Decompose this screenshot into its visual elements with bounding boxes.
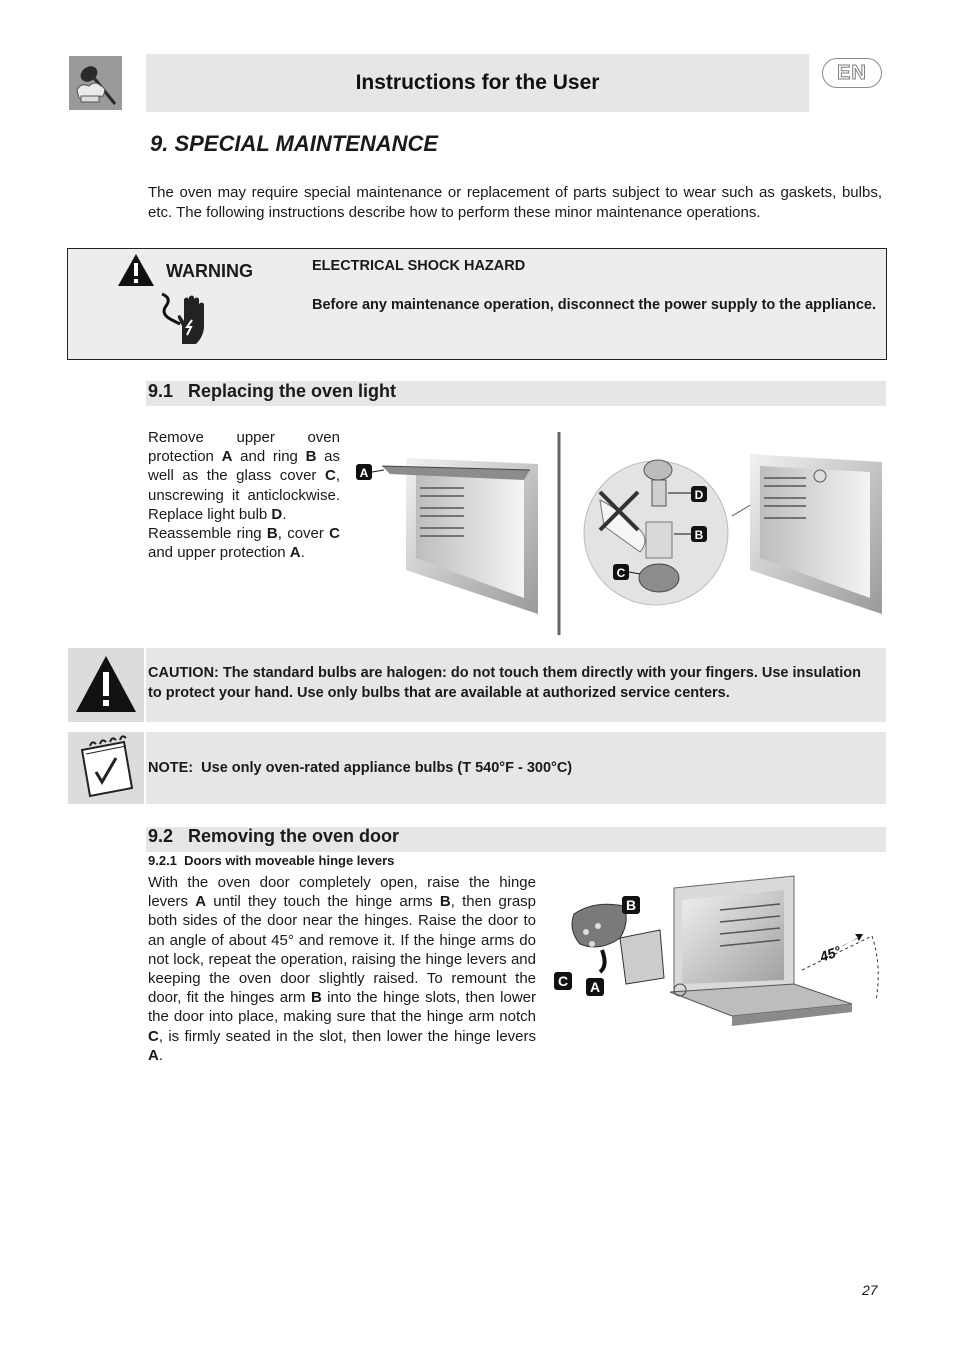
oven-cavity-left	[382, 458, 538, 614]
light-instructions	[148, 428, 340, 562]
language-badge: EN	[822, 58, 882, 88]
svg-text:A: A	[359, 466, 369, 480]
angle-label: 45°	[817, 942, 843, 965]
header-bar	[146, 54, 809, 112]
notepad-check-icon	[68, 732, 144, 804]
warning-label: WARNING	[166, 261, 253, 281]
page-number: 27	[862, 1282, 878, 1298]
light-paragraph-reassemble: Reassemble ring B, cover C and upper protection A.	[148, 525, 340, 562]
caution-icon-box	[68, 648, 144, 722]
label-C-door	[554, 972, 572, 990]
caution-triangle-icon	[68, 648, 144, 722]
subsubsection-heading	[148, 853, 394, 868]
label-B-door	[622, 896, 640, 914]
door-instructions: With the oven door completely open, raise the hinge levers A until they touch the hinge arms B, then grasp both sides of the door near the hinges. Raise the door to an angle of about 45° and remove it. If the hinge arms do not lock, repeat the operation, raising the hinge levers and keeping the oven door slightly raised. To remount the door, fit the hinges arm B into the hinge slots, then lower the door into place, making sure that the hinge arm notch C, is firmly seated in the slot, then lower the hinge levers A.	[148, 874, 537, 1064]
subsubsection-title: Doors with moveable hinge levers	[184, 853, 395, 868]
warning-text: Before any maintenance operation, disconnect the power supply to the appliance.	[312, 297, 876, 313]
svg-text:C: C	[557, 973, 569, 989]
warning-title: ELECTRICAL SHOCK HAZARD	[312, 258, 526, 274]
chef-spoon-icon	[69, 56, 122, 110]
subsubsection-number: 9.2.1	[148, 853, 177, 868]
svg-text:B: B	[694, 528, 704, 542]
door-angle-indicator	[802, 934, 878, 1000]
subsection-title-light: 9.1 Replacing the oven light	[148, 381, 397, 401]
label-A-light	[356, 464, 384, 480]
oven-cavity-right	[750, 454, 882, 614]
label-A-door	[586, 978, 604, 996]
intro-paragraph: The oven may require special maintenance or replacement of parts subject to wear such as gaskets, bulbs, etc. The following instructions describe how to perform these minor maintenance operations.	[148, 184, 882, 221]
oven-light-figure	[354, 430, 886, 640]
brand-logo	[69, 56, 122, 110]
header-title: Instructions for the User	[355, 71, 600, 94]
svg-text:A: A	[589, 979, 601, 995]
hinge-detail	[572, 904, 664, 984]
caution-text: CAUTION: The standard bulbs are halogen: do not touch them directly with your fingers. Use insulation to protect your hand. Use only bulbs that are available at authorized service centers.	[148, 665, 861, 701]
subsection-title-door: 9.2 Removing the oven door	[148, 826, 400, 846]
warning-triangle-icon	[117, 253, 155, 287]
section-title: 9. SPECIAL MAINTENANCE	[150, 131, 439, 156]
light-paragraph-remove: Remove upper oven protection A and ring B as well as the glass cover C, unscrewing it anticlockwise. Replace light bulb D.	[148, 429, 341, 523]
oven-door-figure	[552, 874, 886, 1034]
note-text: NOTE: Use only oven-rated appliance bulbs (T 540°F - 300°C)	[148, 760, 573, 776]
svg-text:B: B	[625, 897, 637, 913]
svg-text:D: D	[694, 488, 704, 502]
note-icon-box	[68, 732, 144, 804]
svg-text:C: C	[616, 566, 626, 580]
electric-shock-hand-icon	[158, 290, 216, 348]
